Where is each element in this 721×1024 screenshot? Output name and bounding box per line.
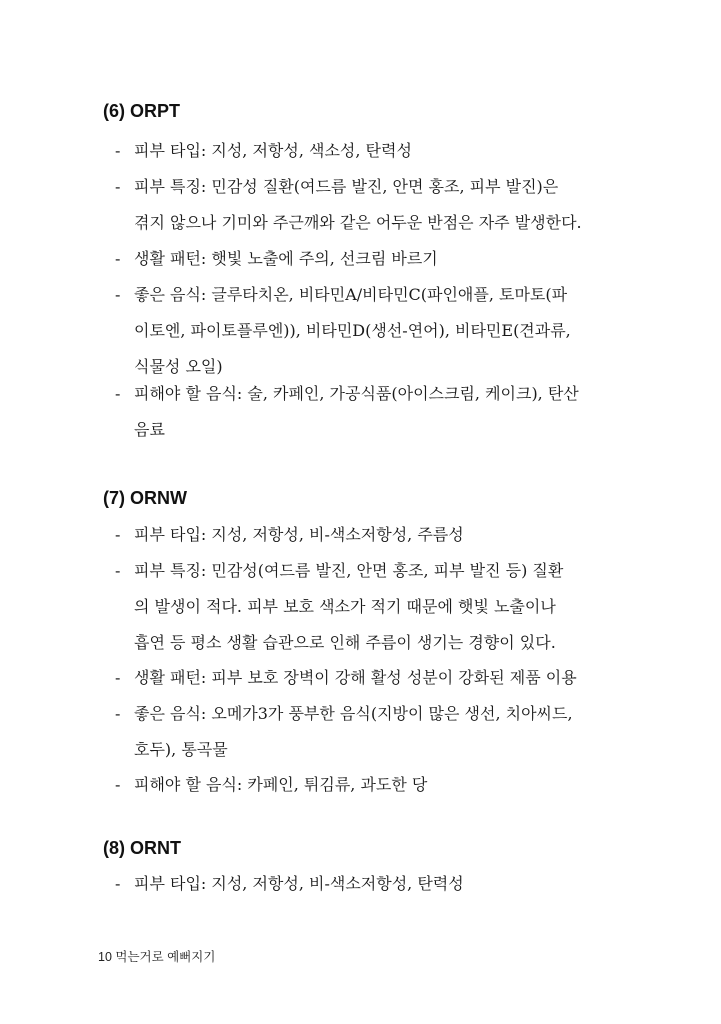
dash-marker: -	[115, 384, 121, 403]
list-item	[115, 277, 615, 385]
list-item	[115, 376, 615, 448]
list-item	[115, 241, 615, 277]
dash-marker: -	[115, 177, 121, 196]
list-item-text: 피부 타입: 지성, 저항성, 비-색소저항성, 탄력성	[134, 874, 464, 893]
list-item	[115, 553, 615, 661]
dash-marker: -	[115, 561, 121, 580]
list-item	[115, 696, 615, 768]
section-title-ornt: (8) ORNT	[103, 838, 181, 858]
list-item	[115, 517, 615, 553]
dash-marker: -	[115, 249, 121, 268]
dash-marker: -	[115, 141, 121, 160]
list-item	[115, 169, 615, 241]
list-item-text: 생활 패턴: 피부 보호 장벽이 강해 활성 성분이 강화된 제품 이용	[134, 668, 577, 687]
section-title-ornw: (7) ORNW	[103, 488, 187, 508]
list-item-text: 피해야 할 음식: 술, 카페인, 가공식품(아이스크림, 케이크), 탄산	[134, 384, 579, 403]
list-item-text: 음료	[134, 420, 165, 439]
dash-marker: -	[115, 775, 121, 794]
list-item-text: 흡연 등 평소 생활 습관으로 인해 주름이 생기는 경향이 있다.	[134, 633, 556, 652]
list-item-text: 의 발생이 적다. 피부 보호 색소가 적기 때문에 햇빛 노출이나	[134, 597, 556, 616]
list-item-text: 피해야 할 음식: 카페인, 튀김류, 과도한 당	[134, 775, 428, 794]
list-item-text: 좋은 음식: 글루타치온, 비타민A/비타민C(파인애플, 토마토(파	[134, 285, 568, 304]
dash-marker: -	[115, 874, 121, 893]
list-item-text: 겪지 않으나 기미와 주근깨와 같은 어두운 반점은 자주 발생한다.	[134, 213, 582, 232]
list-item	[115, 660, 615, 696]
list-item-text: 피부 타입: 지성, 저항성, 색소성, 탄력성	[134, 141, 412, 160]
dash-marker: -	[115, 285, 121, 304]
list-item	[115, 866, 615, 902]
dash-marker: -	[115, 668, 121, 687]
list-item-text: 식물성 오일)	[134, 357, 223, 376]
section-title-orpt: (6) ORPT	[103, 101, 181, 121]
list-item	[115, 133, 615, 169]
list-item-text: 생활 패턴: 햇빛 노출에 주의, 선크림 바르기	[134, 249, 438, 268]
list-item-text: 좋은 음식: 오메가3가 풍부한 음식(지방이 많은 생선, 치아씨드,	[134, 704, 573, 723]
page-footer: 10 먹는거로 예뻐지기	[98, 950, 216, 964]
dash-marker: -	[115, 704, 121, 723]
list-item-text: 피부 특징: 민감성(여드름 발진, 안면 홍조, 피부 발진 등) 질환	[134, 561, 564, 580]
dash-marker: -	[115, 525, 121, 544]
list-item-text: 피부 특징: 민감성 질환(여드름 발진, 안면 홍조, 피부 발진)은	[134, 177, 559, 196]
list-item	[115, 767, 615, 803]
list-item-text: 이토엔, 파이토플루엔)), 비타민D(생선-연어), 비타민E(견과류,	[134, 321, 571, 340]
list-item-text: 피부 타입: 지성, 저항성, 비-색소저항성, 주름성	[134, 525, 464, 544]
list-item-text: 호두), 통곡물	[134, 740, 228, 759]
